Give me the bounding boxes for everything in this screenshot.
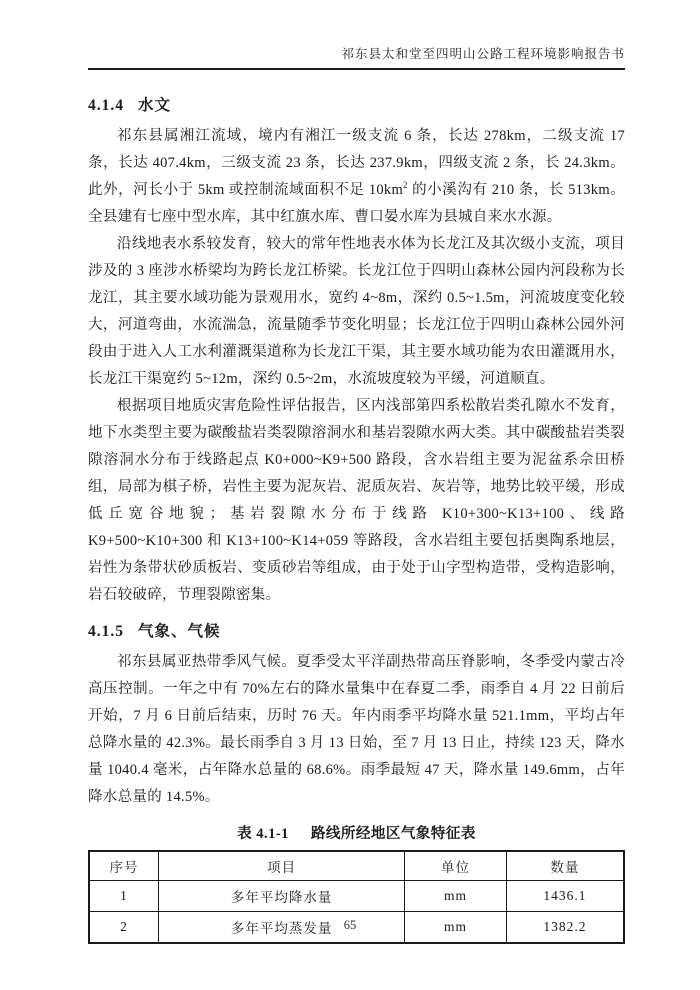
page-header [88,0,625,70]
header-rule [88,68,625,70]
table-cell-unit: mm [405,881,507,912]
paragraph-text: 祁东县属湘江流域，境内有湘江一级支流 6 条，长达 278km，二级支流 17 条，长达 407.4km，三级支流 23 条，长达 237.9km，四级支流 2 条，长 24.3km。此外，河长小于 5km 或控制流域面积不足 10km [88,128,625,198]
section-heading-hydrology [88,93,625,115]
superscript-2: 2 [403,180,408,191]
table-cell-amount: 1436.1 [506,881,624,912]
table-cell-unit: mm [405,912,507,944]
paragraph-hydrology-2: 沿线地表水系较发育，较大的常年性地表水体为长龙江及其次级小支流，项目涉及的 3 座涉水桥梁均为跨长龙江桥梁。长龙江位于四明山森林公园内河段称为长龙江，其主要水域功能为景观用水，宽约 4~8m，深约 0.5~1.5m，河流坡度变化较大，河道弯曲，水流湍急，流量随季节变化明显；长龙江位于四明山森林公园外河段由于进入人工水利灌溉渠道称为长龙江干渠，其主要水域功能为农田灌溉用水，长龙江干渠宽约 5~12m，深约 0.5~2m，水流坡度较为平缓，河道顺直。 [88,236,625,387]
table-header-row [89,851,624,881]
paragraph-hydrology-1 [88,123,625,231]
table-header-cell-index: 序号 [89,851,159,881]
paragraph-climate-1: 祁东县属亚热带季风气候。夏季受太平洋副热带高压脊影响，冬季受内蒙古冷高压控制。一年之中有 70%左右的降水量集中在春夏二季，雨季自 4 月 22 日前后开始，7 月 6 日前后结束，历时 76 天。年内雨季平均降水量 521.1mm，平均占年总降水量的 42.3%。最长雨季自 3 月 13 日始，至 7 月 13 日止，持续 123 天，降水量 1040.4 毫米，占年降水总量的 68.6%。雨季最短 47 天，降水量 149.6mm，占年降水总量的 14.5%。 [88,654,625,805]
table-header-cell-unit: 单位 [405,851,507,881]
page-content [88,0,625,944]
page-number: 65 [343,918,357,932]
table-caption [88,822,625,843]
table-cell-amount: 1382.2 [506,912,624,944]
section-title: 气象、气候 [138,623,221,640]
table-cell-item: 多年平均蒸发量 [159,912,405,944]
section-title: 水文 [138,97,172,114]
table-cell-item: 多年平均降水量 [159,881,405,912]
table-cell-index: 1 [89,881,159,912]
running-title: 祁东县太和堂至四明山公路工程环境影响报告书 [341,47,625,61]
table-cell-index: 2 [89,912,159,944]
table-caption-label: 表 4.1-1 [237,826,289,842]
table-row [89,881,624,912]
section-number: 4.1.5 [88,623,124,640]
section-number: 4.1.4 [88,97,124,114]
paragraph-text: 的小溪沟有 210 条，长 513km。全县建有七座中型水库，其中红旗水库、曹口晏水库为县城自来水水源。 [88,182,625,225]
table-caption-title: 路线所经地区气象特征表 [310,826,476,842]
table-header-cell-item: 项目 [159,851,405,881]
paragraph-hydrology-3: 根据项目地质灾害危险性评估报告，区内浅部第四系松散岩类孔隙水不发育，地下水类型主要为碳酸盐岩类裂隙溶洞水和基岩裂隙水两大类。其中碳酸盐岩类裂隙溶洞水分布于线路起点 K0+000~K9+500 路段，含水岩组主要为泥盆系佘田桥组，局部为棋子桥，岩性主要为泥灰岩、泥质灰岩、灰岩等，地势比较平缓，形成低丘宽谷地貌；基岩裂隙水分布于线路 K10+300~K13+100、线路 K9+500~K10+300 和 K13+100~K14+059 等路段，含水岩组主要包括奥陶系地层，岩性为条带状砂质板岩、变质砂岩等组成，由于处于山字型构造带，受构造影响，岩石较破碎，节理裂隙密集。 [88,398,625,603]
table-header-cell-amount: 数量 [506,851,624,881]
section-heading-climate [88,619,625,641]
